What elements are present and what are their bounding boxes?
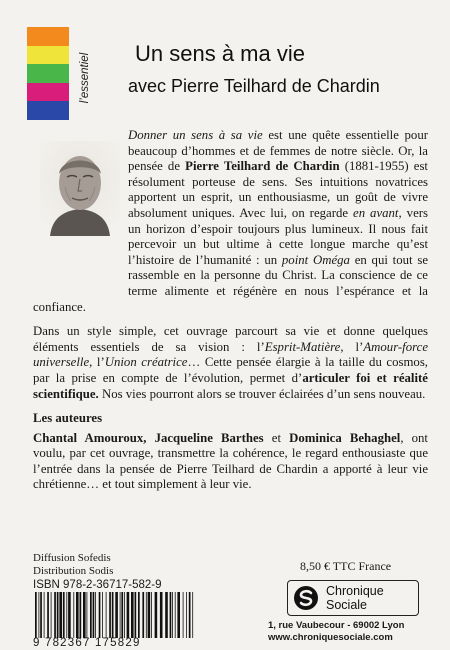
color-band-green <box>27 64 69 83</box>
barcode-number: 9 782367 175829 <box>33 637 141 649</box>
barcode-bar <box>40 592 42 638</box>
barcode-bar <box>59 592 62 638</box>
italic-phrase: Amour-force universelle <box>33 339 429 370</box>
series-label-container <box>75 38 95 118</box>
barcode-bar <box>57 592 59 638</box>
barcode-bar <box>80 592 82 638</box>
italic-phrase: en avant, <box>353 205 402 220</box>
barcode-bar <box>148 592 151 638</box>
barcode-bar <box>151 592 152 638</box>
color-bands <box>27 27 69 120</box>
barcode-bar <box>127 592 130 638</box>
barcode-bar <box>83 592 86 638</box>
bold-name: Pierre Teilhard de Chardin <box>185 159 340 174</box>
barcode-bar <box>102 592 103 638</box>
barcode-bar <box>95 592 96 638</box>
barcode-bar <box>124 592 125 638</box>
text-run: (1881-1955) est résolument porteuse de sens. Ses intuitions novatrices apportent un esprit, un enthousiasme, un goût de vivre absolument uniques. Avec lui, on regarde <box>128 159 428 220</box>
italic-phrase: Union créatrice <box>104 355 188 370</box>
barcode-bar <box>99 592 101 638</box>
publisher-s-icon <box>293 585 319 611</box>
diffusion-line: Diffusion Sofedis <box>33 552 111 564</box>
distribution-line: Distribution Sodis <box>33 565 114 577</box>
barcode-bar <box>121 592 123 638</box>
barcode-bar <box>76 592 79 638</box>
barcode-bar <box>192 592 193 638</box>
color-band-yellow <box>27 46 69 65</box>
portrait-spacer <box>33 128 128 286</box>
publisher-name-line2: Sociale <box>326 598 367 612</box>
italic-phrase: point Oméga <box>281 252 350 267</box>
text-run: … Cette pensée élargie à la taille du cosmos, par la prise en compte de l’évolution, permet d’ <box>33 355 428 385</box>
address-line: 1, rue Vaubecour - 69002 Lyon <box>268 620 405 631</box>
barcode-bar <box>177 592 180 638</box>
barcode-bar <box>35 592 37 638</box>
book-title: Un sens à ma vie <box>135 41 305 66</box>
barcode-bar <box>68 592 71 638</box>
barcode-bar <box>73 592 74 638</box>
text-run: Nos vies pourront alors se trouver éclairées d’un sens nouveau. <box>98 386 426 401</box>
author-name-last: Dominica Behaghel <box>289 430 401 445</box>
barcode-bar <box>112 592 114 638</box>
barcode-bar <box>186 592 187 638</box>
bold-phrase: articuler foi et réalité scientifique. <box>33 370 428 401</box>
isbn-text: ISBN 978-2-36717-582-9 <box>33 579 162 591</box>
book-subtitle: avec Pierre Teilhard de Chardin <box>128 76 380 96</box>
italic-phrase: Donner un sens à sa vie <box>128 128 263 142</box>
barcode-bar <box>39 592 40 638</box>
barcode-bar <box>155 592 158 638</box>
barcode-bar <box>172 592 173 638</box>
barcode-bar <box>138 592 140 638</box>
text-run: , l’ <box>340 339 364 354</box>
barcode-bar <box>165 592 168 638</box>
barcode-bar <box>170 592 172 638</box>
barcode-bar <box>44 592 45 638</box>
color-band-orange <box>27 27 69 46</box>
barcode-bar <box>106 592 107 638</box>
publisher-logo <box>287 580 419 616</box>
publisher-name-line1: Chronique <box>326 584 384 598</box>
text-run: Dans un style simple, cet ouvrage parcourt sa vie et donne quelques éléments essentiels de sa vision : l’ <box>33 324 428 354</box>
color-band-magenta <box>27 83 69 102</box>
barcode-bar <box>131 592 134 638</box>
back-cover-text <box>33 128 428 502</box>
barcode-bar <box>189 592 191 638</box>
barcode-bar <box>54 592 56 638</box>
author-names: Chantal Amouroux, Jacqueline Barthes <box>33 430 264 445</box>
website-line: www.chroniquesociale.com <box>268 631 393 643</box>
color-band-blue <box>27 101 69 120</box>
barcode-bar <box>175 592 176 638</box>
paragraph-vision <box>33 324 428 402</box>
barcode-bar <box>183 592 184 638</box>
barcode-bar <box>87 592 88 638</box>
barcode-bar <box>63 592 65 638</box>
text-run: vers un horizon d’espoir toujours plus lumineux. Il nous fait percevoir un but ultime à cette longue marche qu’est l’histoire de l’humanité : un <box>128 205 428 267</box>
barcode-bar <box>47 592 49 638</box>
publisher-name <box>326 584 384 612</box>
barcode-bar <box>160 592 163 638</box>
barcode-bar <box>51 592 52 638</box>
barcode-bar <box>146 592 147 638</box>
text-run: est une quête essentielle pour beaucoup d’hommes et de femmes de notre siècle. Or, la pensée de <box>128 128 428 174</box>
barcode-bar <box>115 592 118 638</box>
series-label: l’essentiel <box>79 52 91 104</box>
authors-heading: Les auteures <box>33 411 103 426</box>
barcode-bar <box>109 592 111 638</box>
text-run: , ont voulu, par cet ouvrage, transmettre la cohérence, le regard enthousiaste que l’entrée dans la pensée de Pierre Teilhard de Chardin a apporté à leur vie chrétienne… et tout simplement à leur vie. <box>33 430 428 492</box>
distribution-info <box>33 552 113 578</box>
publisher-address <box>268 620 404 643</box>
italic-phrase: Esprit-Matière <box>264 339 341 354</box>
barcode-bar <box>135 592 137 638</box>
barcode-bar <box>90 592 92 638</box>
barcode-bar <box>66 592 67 638</box>
price: 8,50 € TTC France <box>300 559 392 573</box>
barcode-bar <box>93 592 95 638</box>
barcode-bar <box>120 592 121 638</box>
text-run: , l’ <box>89 355 105 370</box>
text-run: et <box>263 430 290 445</box>
barcode-bar <box>142 592 144 638</box>
paragraph-authors <box>33 431 428 493</box>
text-run: en qui tout se rassemble en la personne du Christ. La conscience de ce terme alimente et régénère en nous l’espérance et la confiance. <box>33 252 428 314</box>
barcode-icon <box>33 592 198 638</box>
